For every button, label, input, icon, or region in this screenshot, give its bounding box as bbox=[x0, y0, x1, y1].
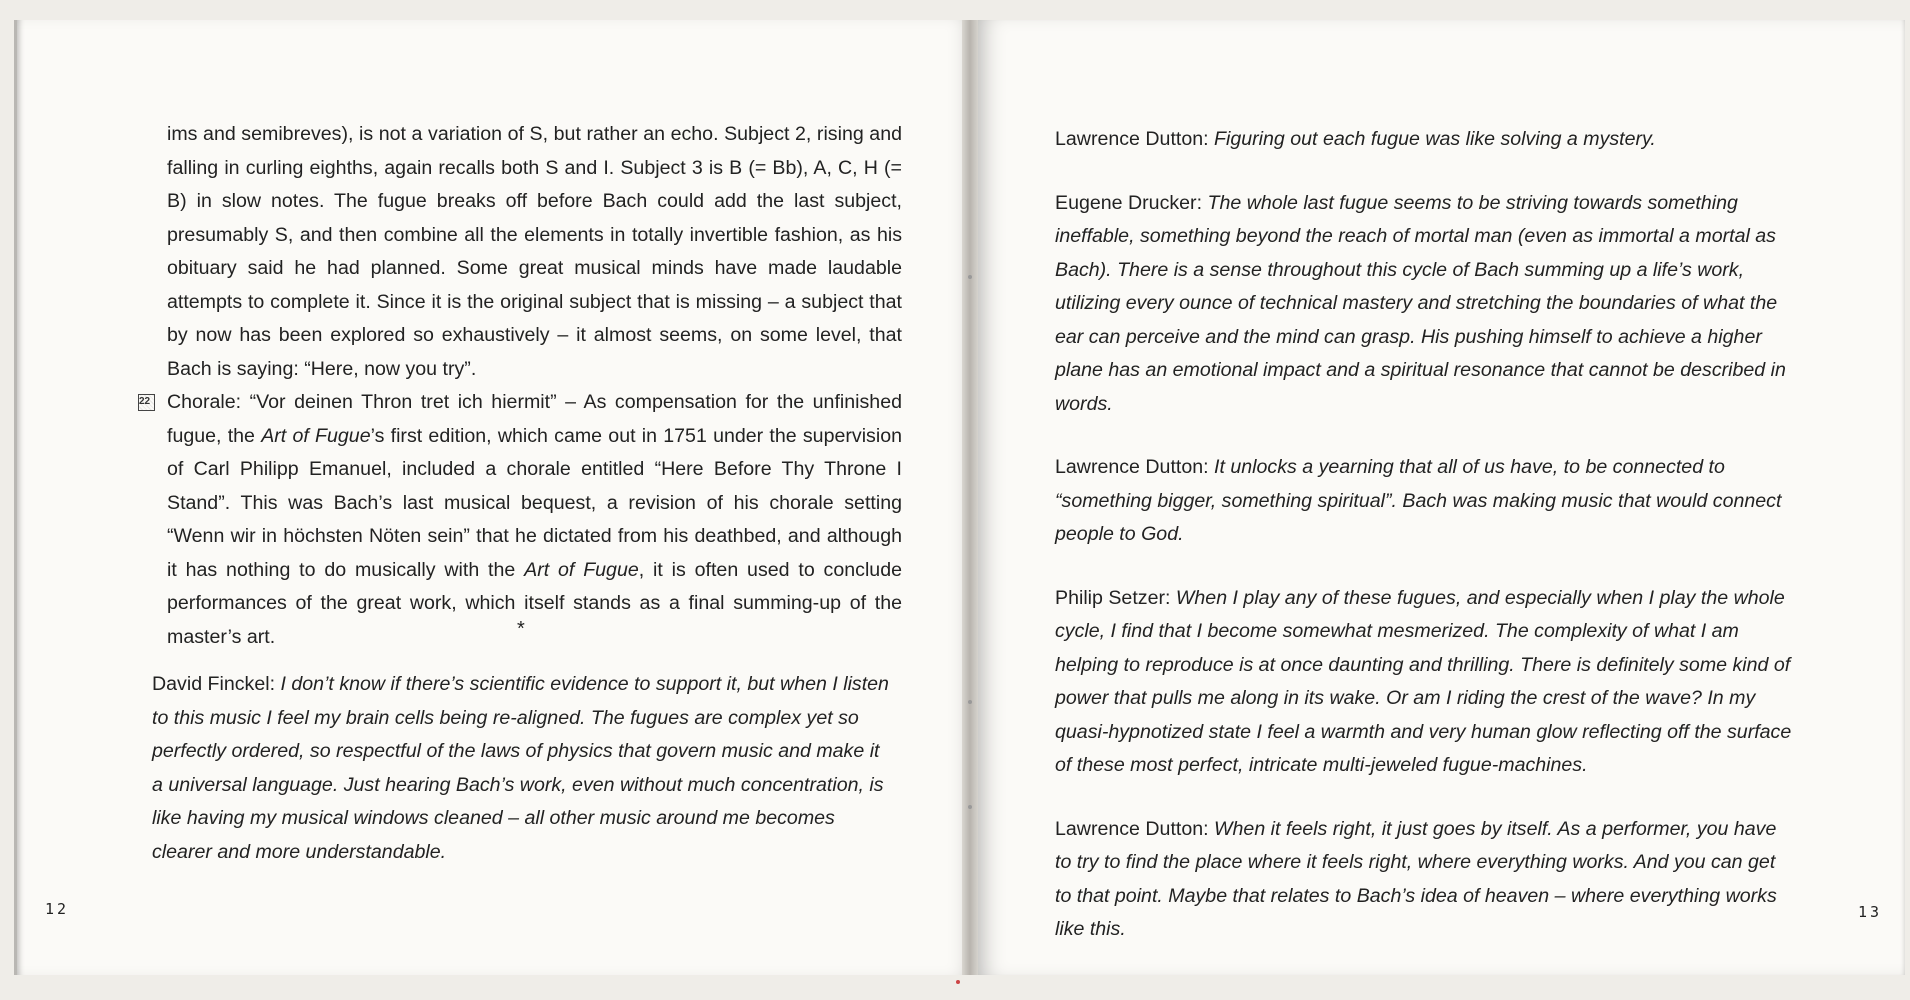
binding-speck bbox=[968, 275, 972, 279]
quote-speaker: Lawrence Dutton: bbox=[1055, 128, 1209, 150]
quote-speaker: Philip Setzer: bbox=[1055, 586, 1171, 609]
right-page-body bbox=[1055, 123, 1797, 977]
chorale-work-title: Art of Fugue bbox=[261, 424, 371, 447]
chorale-work-title: Art of Fugue bbox=[524, 558, 639, 581]
quote-text: Figuring out each fugue was like solving a mystery. bbox=[1214, 128, 1656, 150]
quote-paragraph bbox=[1055, 187, 1797, 422]
chorale-paragraph bbox=[139, 386, 902, 654]
binding-speck bbox=[956, 980, 960, 984]
binding-speck bbox=[968, 805, 972, 809]
quote-speaker: David Finckel: bbox=[152, 673, 276, 695]
page-number-left: 12 bbox=[45, 900, 70, 918]
fugue-description-paragraph: ims and semibreves), is not a variation of S, but rather an echo. Subject 2, rising and falling in curling eighths, again recalls both S and I. Subject 3 is B (= Bb), A, C, H (= B) in slow notes. The fugue breaks off before Bach could add the last subject, presumably S, and then combine all the elements in totally invertible fashion, as his obituary said he had planned. Some great musical minds have made laudable attempts to complete it. Since it is the original subject that is missing – a subject that by now has been explored so exhaustively – it almost seems, on some level, that Bach is saying: “Here, now you try”. bbox=[167, 123, 902, 380]
quote-text: The whole last fugue seems to be striving towards something ineffable, something beyond the reach of mortal man (even as immortal a mortal as Bach). There is a sense throughout this cycle of Bach summing up a life’s work, utilizing every ounce of technical mastery and stretching the boundaries of what the ear can perceive and the mind can grasp. His pushing himself to achieve a higher plane has an emotional impact and a spiritual resonance that cannot be described in words. bbox=[1055, 191, 1786, 415]
finckel-quote bbox=[152, 668, 894, 869]
binding-speck bbox=[968, 700, 972, 704]
section-separator: * bbox=[517, 618, 525, 640]
quote-paragraph bbox=[1055, 813, 1797, 947]
quote-text: I don’t know if there’s scientific evidence to support it, but when I listen to this music I feel my brain cells being re-aligned. The fugues are complex yet so perfectly ordered, so respectful of the laws of physics that govern music and make it a universal language. Just hearing Bach’s work, even without much concentration, is like having my musical windows cleaned – all other music around me becomes clearer and more understandable. bbox=[152, 673, 889, 863]
quote-text: It unlocks a yearning that all of us have, to be connected to “something bigger, something spiritual”. Bach was making music that would connect people to God. bbox=[1055, 456, 1782, 545]
quote-text: When I play any of these fugues, and especially when I play the whole cycle, I find that I become somewhat mesmerized. The complexity of what I am helping to reproduce is at once daunting and thrilling. There is definitely some kind of power that pulls me along in its wake. Or am I riding the crest of the wave? In my quasi-hypnotized state I feel a warmth and very human glow reflecting off the surface of these most perfect, intricate multi-jeweled fugue-machines. bbox=[1055, 586, 1792, 776]
quote-speaker: Lawrence Dutton: bbox=[1055, 817, 1209, 840]
quote-speaker: Eugene Drucker: bbox=[1055, 191, 1203, 214]
quote-text: When it feels right, it just goes by itself. As a performer, you have to try to find the place where it feels right, where everything works. And you can get to that point. Maybe that relates to Bach’s idea of heaven – where everything works like this. bbox=[1055, 817, 1777, 940]
chorale-text-part-2: ’s first edition, which came out in 1751 under the supervision of Carl Philipp Emanuel, included a chorale entitled “Here Before Thy Throne I Stand”. This was Bach’s last musical bequest, a revision of his chorale setting “Wenn wir in höchsten Nöten sein” that he dictated from his deathbed, and although it has nothing to do musically with the bbox=[167, 424, 902, 581]
quote-speaker: Lawrence Dutton: bbox=[1055, 456, 1209, 478]
binding-gutter bbox=[962, 20, 978, 975]
quote-paragraph bbox=[1055, 451, 1797, 552]
quote-paragraph bbox=[152, 668, 894, 869]
quote-paragraph bbox=[1055, 582, 1797, 783]
chorale-text-part-1: Chorale: “Vor deinen Thron tret ich hiermit” – As compensation for the unfinished fugue, the bbox=[167, 391, 902, 447]
track-number-icon: 22 bbox=[138, 394, 155, 411]
page-number-right: 13 bbox=[1858, 903, 1883, 921]
quote-paragraph bbox=[1055, 123, 1797, 157]
chorale-text-part-3: , it is often used to conclude performances of the great work, which itself stands as a final summing-up of the master’s art. bbox=[167, 558, 902, 648]
left-page-body bbox=[139, 118, 902, 654]
